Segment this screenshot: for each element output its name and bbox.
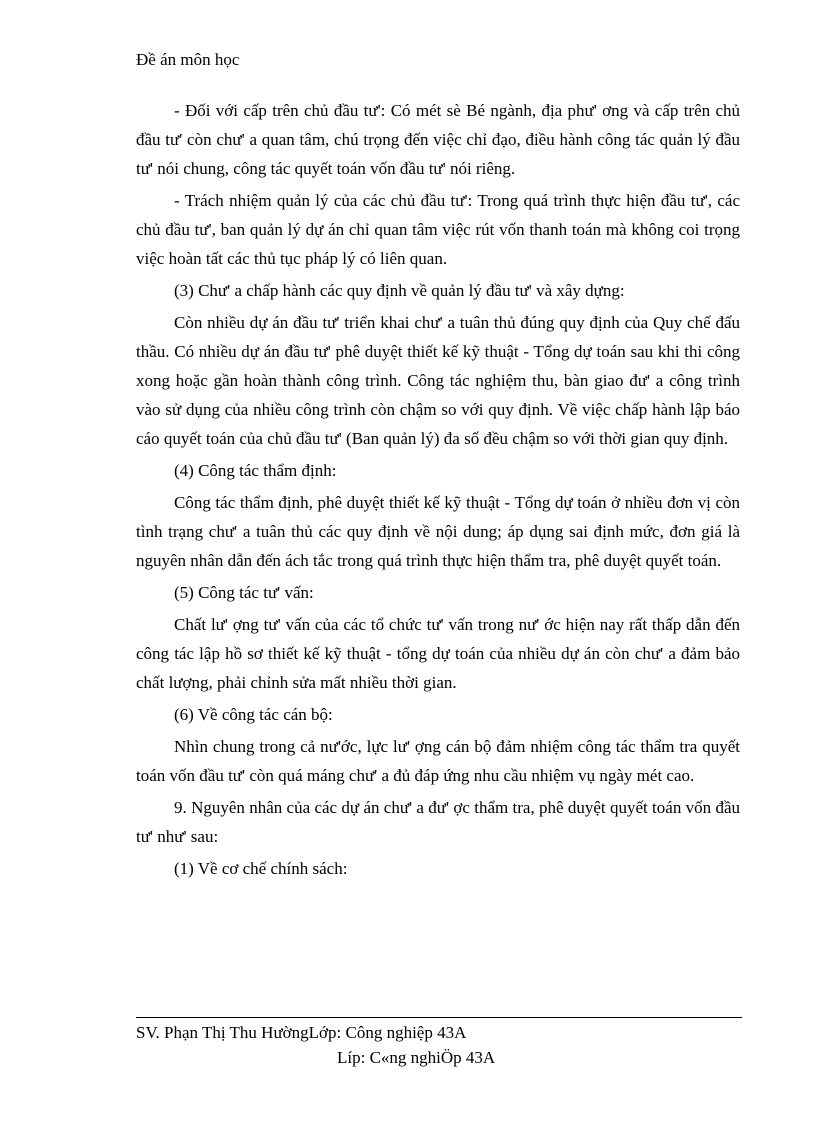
paragraph-upper-level-investor: - Đối với cấp trên chủ đầu tư': Có mét sè Bé ngành, địa phư' ơng và cấp trên chủ đầu tư' còn chư' a quan tâm, chú trọng đến việc chỉ đạo, điều hành công tác quản lý đầu tư' nói chung, công tác quyết toán vốn đầu tư' nói riêng. [136,101,740,178]
heading-regulation-compliance: (3) Chư' a chấp hành các quy định về quản lý đầu tư' và xây dựng: [174,281,625,300]
paragraph-staff: Nhìn chung trong cả nư'ớc, lực lư' ợng cán bộ đảm nhiệm công tác thẩm tra quyết toán vốn đầu tư' còn quá máng chư' a đủ đáp ứng nhu cầu nhiệm vụ ngày mét cao. [136,737,740,785]
paragraph-investor-responsibility: - Trách nhiệm quản lý của các chủ đầu tư': Trong quá trình thực hiện đầu tư', các chủ đầu tư', ban quản lý dự án chỉ quan tâm việc rút vốn thanh toán mà không coi trọng việc hoàn tất các thủ tục pháp lý có liên quan. [136,191,740,268]
paragraph-regulation-compliance: Còn nhiều dự án đầu tư' triển khai chư' a tuân thủ đúng quy định của Quy chế đấu thầu. Có nhiều dự án đầu tư' phê duyệt thiết kế kỹ thuật - Tổng dự toán sau khi thi công xong hoặc gần hoàn thành công trình. Công tác nghiệm thu, bàn giao đư' a công trình vào sử dụng của nhiều công trình còn chậm so với quy định. Về việc chấp hành lập báo cáo quyết toán của chủ đầu tư' (Ban quản lý) đa số đều chậm so với thời gian quy định. [136,313,740,448]
paragraph-consulting: Chất lư' ợng tư' vấn của các tổ chức tư' vấn trong nư' ớc hiện nay rất thấp dẫn đến công tác lập hồ sơ thiết kế kỹ thuật - tổng dự toán của nhiều dự án còn chư' a đảm bảo chất lượng, phải chỉnh sửa mất nhiều thời gian. [136,615,740,692]
heading-policy-mechanism: (1) Về cơ chế chính sách: [174,859,348,878]
footer-class-info: Líp: C«ng nghiÖp 43A [337,1048,496,1067]
heading-causes: 9. Nguyên nhân của các dự án chư' a đư' ợc thẩm tra, phê duyệt quyết toán vốn đầu tư' như' sau: [136,798,740,846]
heading-appraisal: (4) Công tác thẩm định: [174,461,337,480]
document-body [136,96,740,886]
paragraph-appraisal: Công tác thẩm định, phê duyệt thiết kế kỹ thuật - Tổng dự toán ở nhiều đơn vị còn tình trạng chư' a tuân thủ các quy định về nội dung; áp dụng sai định mức, đơn giá là nguyên nhân dẫn đến ách tắc trong quá trình thực hiện thẩm tra, phê duyệt quyết toán. [136,493,740,570]
document-header: Đề án môn học [136,50,240,69]
heading-staff: (6) Về công tác cán bộ: [174,705,333,724]
footer-student-info: SV. Phạn Thị Thu HườngLớp: Công nghiệp 43A [136,1023,467,1042]
footer-divider [136,1017,742,1018]
heading-consulting: (5) Công tác tư' vấn: [174,583,314,602]
